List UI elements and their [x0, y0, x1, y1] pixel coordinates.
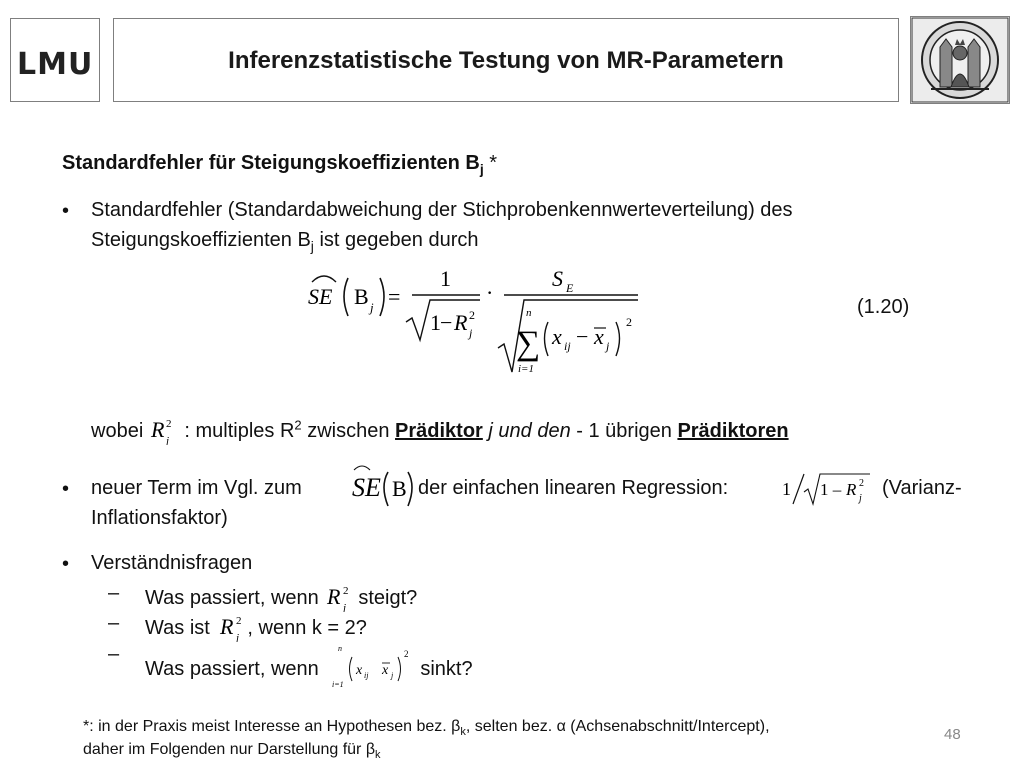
svg-text:R: R	[846, 480, 857, 499]
title-box	[113, 18, 899, 102]
svg-text:B: B	[392, 476, 407, 501]
lmu-logo	[10, 18, 100, 102]
vif-formula	[780, 470, 872, 508]
bullet-marker: •	[62, 200, 70, 222]
svg-text:x: x	[552, 324, 562, 349]
svg-text:j: j	[391, 671, 394, 680]
bullet2-suffix: (Varianz-	[882, 477, 962, 499]
seal-graphic	[911, 17, 1009, 103]
svg-text:2: 2	[343, 585, 349, 597]
bullet2-mid: der einfachen linearen Regression:	[418, 477, 729, 499]
bullet1-line2: Steigungskoeffizienten $B_j$ ist gegeben durch	[91, 229, 479, 254]
svg-text:i=1: i=1	[332, 680, 344, 689]
svg-text:j: j	[236, 632, 240, 642]
svg-text:·: ·	[486, 280, 494, 305]
svg-text:E: E	[566, 281, 574, 295]
svg-text:2: 2	[165, 418, 172, 430]
svg-text:j: j	[859, 493, 862, 504]
svg-text:B: B	[354, 284, 369, 309]
bullet3-label: Verständnisfragen	[91, 552, 253, 574]
svg-text:2: 2	[469, 308, 475, 322]
section-heading: Standardfehler für Steigungskoeffizienten $B_j$ *	[62, 152, 498, 177]
page-title: Inferenzstatistische Testung von MR-Parametern	[228, 47, 784, 74]
svg-text:ij: ij	[564, 339, 571, 353]
se-b-symbol	[348, 462, 416, 512]
rj2-symbol	[149, 415, 179, 445]
svg-text:2: 2	[626, 315, 632, 329]
bullet2-line2: Inflationsfaktor)	[91, 507, 228, 529]
svg-text:R: R	[327, 584, 341, 609]
footnote-line1: *: in der Praxis meist Interesse an Hypothesen bez. $\beta_k$, selten bez. α (Achsenabschnitt/Intercept),	[83, 718, 770, 739]
svg-text:x: x	[594, 324, 604, 349]
dash-marker: –	[108, 612, 120, 634]
bullet-marker: •	[62, 553, 70, 575]
question-1: Was passiert, wenn R 2 j steigt?	[145, 584, 418, 612]
svg-text:=: =	[388, 284, 401, 309]
svg-text:ij: ij	[364, 671, 369, 680]
rj2-symbol	[215, 612, 247, 642]
svg-text:j: j	[165, 435, 169, 445]
bullet1-line1: Standardfehler (Standardabweichung der Stichprobenkennwerteverteilung) des	[91, 199, 793, 221]
svg-text:2: 2	[859, 478, 864, 489]
page-number: 48	[944, 726, 961, 743]
svg-text:−: −	[576, 324, 589, 349]
university-seal-icon	[910, 16, 1010, 104]
svg-text:S: S	[552, 266, 563, 291]
svg-text:1: 1	[430, 310, 441, 335]
svg-text:1: 1	[782, 479, 791, 499]
svg-text:j: j	[606, 339, 610, 353]
svg-text:i=1: i=1	[518, 363, 534, 375]
wobei-line: wobei R 2 j : multiples $R^2$ zwischen Prädiktor j und den - 1 übrigen Prädiktoren	[91, 417, 789, 445]
svg-text:x: x	[356, 663, 363, 678]
se-formula	[300, 262, 660, 380]
svg-text:2: 2	[236, 615, 242, 627]
svg-text:x: x	[382, 663, 389, 678]
svg-text:n: n	[338, 644, 343, 653]
svg-text:R: R	[150, 417, 165, 442]
svg-text:SE: SE	[352, 473, 381, 502]
svg-text:2: 2	[404, 649, 409, 659]
lmu-logo-text: LMU	[17, 47, 94, 82]
footnote-line2: daher im Folgenden nur Darstellung für $\beta_k$	[83, 741, 381, 762]
equation-number: (1.20)	[857, 296, 910, 318]
svg-text:j: j	[370, 300, 374, 315]
bullet2-prefix: neuer Term im Vgl. zum	[91, 477, 302, 499]
question-3: Was passiert, wenn n i=1 x ij x j 2 sinkt?	[145, 644, 473, 689]
svg-text:n: n	[526, 307, 532, 319]
svg-text:SE: SE	[308, 284, 333, 309]
svg-text:−: −	[440, 310, 453, 335]
svg-text:j: j	[469, 326, 473, 340]
svg-text:R: R	[454, 310, 468, 335]
dash-marker: –	[108, 582, 120, 604]
svg-text:1: 1	[440, 266, 451, 291]
question-2: Was ist R 2 j , wenn k = 2?	[145, 614, 367, 642]
bullet-marker: •	[62, 478, 70, 500]
svg-text:R: R	[220, 614, 234, 639]
dash-marker: –	[108, 643, 120, 665]
svg-text:1 –: 1 –	[820, 480, 842, 499]
svg-text:j: j	[343, 602, 347, 612]
svg-text:∑: ∑	[516, 325, 541, 362]
sum-squares-symbol	[324, 643, 420, 689]
rj2-symbol	[324, 582, 358, 612]
